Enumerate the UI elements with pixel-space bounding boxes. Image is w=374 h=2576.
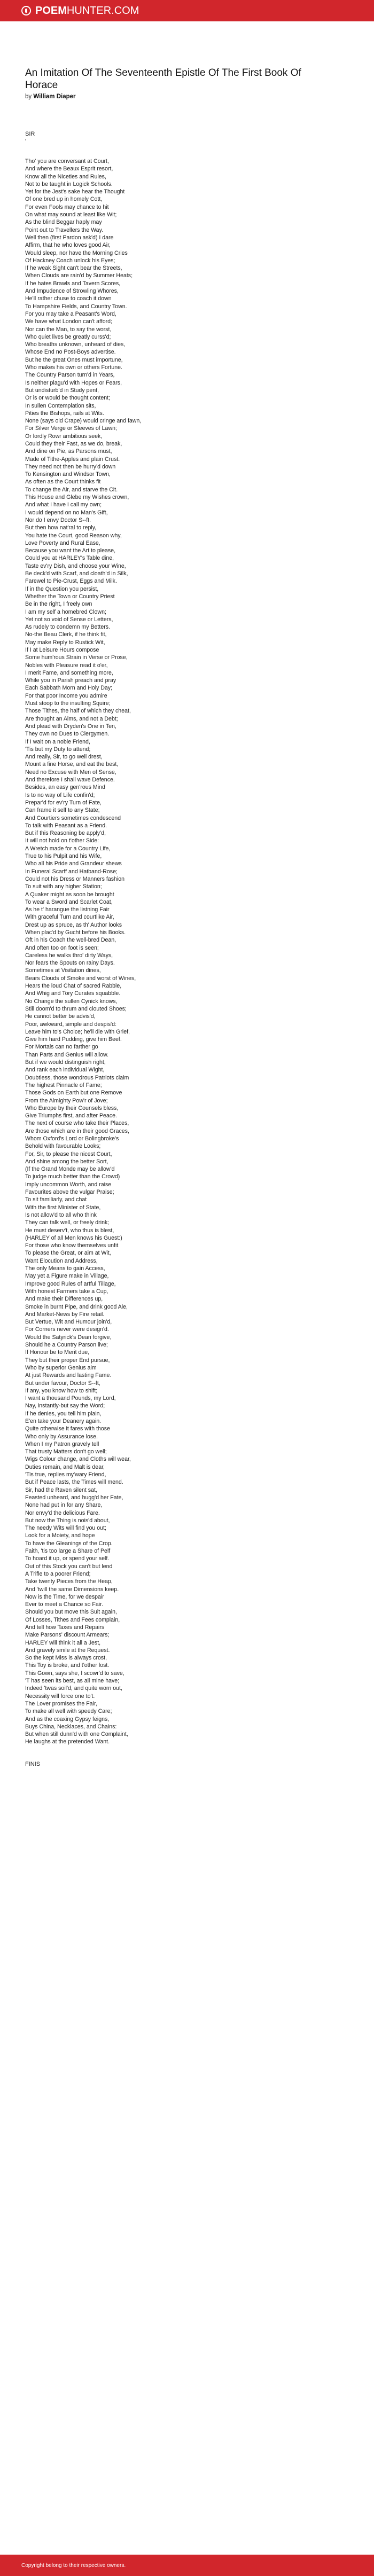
- poem-line: Can frame it self to any State;: [25, 807, 100, 814]
- copyright-text: Copyright belong to their respective owners.: [21, 2562, 126, 2569]
- poem-line: We have what London can't afford;: [25, 318, 113, 325]
- poem-line: Leave him to's Choice; he'll die with Grief,: [25, 1028, 130, 1035]
- poem-line: For Mortals can no farther go: [25, 1044, 98, 1051]
- poem-line: Because you want the Art to please,: [25, 547, 116, 554]
- poem-line: The Lover promises the Fair,: [25, 1700, 97, 1707]
- poem-line: Or lordly Rowr ambitious seek,: [25, 433, 103, 440]
- poem-line: Whether the Town or Country Priest: [25, 593, 115, 600]
- poem-line: In Funeral Scarff and Hatband-Rose;: [25, 868, 118, 875]
- brand-prefix: POEM: [35, 4, 67, 17]
- poem-line: None (says old Crape) would cringe and fawn,: [25, 418, 142, 425]
- poem-line: Smoke in burnt Pipe, and drink good Ale,: [25, 1303, 128, 1310]
- poem-line: HARLEY will think it all a Jest,: [25, 1639, 101, 1646]
- poem-line: Behold with favourable Looks;: [25, 1143, 101, 1150]
- poem-line: I merit Fame, and something more,: [25, 669, 113, 676]
- poem-line: But if we would distinguish right,: [25, 1059, 106, 1066]
- poemhunter-logo-icon: [21, 6, 31, 15]
- poem-line: When plac'd by Gucht before his Books.: [25, 929, 126, 936]
- poem-line: And make their Differences up,: [25, 1296, 103, 1303]
- poem-line: Some hum'rous Strain in Verse or Prose,: [25, 654, 128, 661]
- poem-line: And shine among the better Sort,: [25, 1158, 108, 1165]
- poem-line: If I at Leisure Hours compose: [25, 647, 99, 653]
- poem-line: Prepar'd for ev'ry Turn of Fate,: [25, 799, 102, 806]
- poem-line: They but their proper End pursue,: [25, 1357, 110, 1364]
- poem-line: Those Gods on Earth but one Remove: [25, 1090, 122, 1097]
- poem-line: Make Parsons' discount Armears;: [25, 1632, 110, 1639]
- poem-line: Feasted unheard, and hugg'd her Fate,: [25, 1494, 123, 1501]
- poem-line: May yet a Figure make in Village,: [25, 1273, 109, 1280]
- poem-line: As the blind Beggar haply may: [25, 219, 102, 226]
- poem-line: When I my Patron gravely tell: [25, 1440, 99, 1447]
- poem-line: And Courtiers sometimes condescend: [25, 815, 121, 821]
- poem-line: Should you but move this Suit again,: [25, 1609, 117, 1616]
- poem-line: Sometimes at Visitation dines,: [25, 967, 101, 974]
- poem-line: Need no Excuse with Men of Sense,: [25, 769, 116, 776]
- poem-line: And as the coaxing Gypsy feigns,: [25, 1716, 110, 1722]
- poem-line: To have the Gleanings of the Crop.: [25, 1540, 113, 1547]
- poem-line: Give Triumphs first, and after Peace.: [25, 1113, 117, 1119]
- poem-line: Would sleep, nor have the Morning Cries: [25, 249, 128, 256]
- poem-line: To please the Great, or aim at Wit,: [25, 1250, 111, 1257]
- poem-line: This Gown, says she, I scowr'd to save,: [25, 1670, 124, 1677]
- poem-line: But Vertue, Wit and Humour join'd,: [25, 1319, 112, 1326]
- poem-line: To Kensington and Windsor Town,: [25, 471, 111, 478]
- poem-line: And what I have I call my own;: [25, 502, 102, 508]
- poem-line: Who breaths unknown, unheard of dies,: [25, 341, 126, 348]
- poem-line: Hears the loud Chat of sacred Rabble,: [25, 983, 122, 990]
- poem-line: Each Sabbath Morn and Holy Day;: [25, 685, 113, 692]
- poem-line: And plead with Dryden's One in Ten,: [25, 723, 116, 730]
- poem-line: They need not then be hurry'd down: [25, 463, 116, 470]
- poem-line: Whom Oxford's Lord or Bolingbroke's: [25, 1136, 119, 1142]
- by-label: by: [25, 93, 32, 100]
- poem-line: To talk with Peasant as a Friend.: [25, 822, 107, 829]
- poem-line: Nor do I envy Doctor S--ft.: [25, 516, 91, 523]
- poem-line: Be in the right, I freely own: [25, 601, 92, 608]
- poem-line: Careless he walks thro' dirty Ways,: [25, 952, 113, 959]
- poem-line: But if Peace lasts, the Times will mend.: [25, 1479, 123, 1486]
- poem-line: To judge much better than the Crowd): [25, 1173, 120, 1180]
- poem-line: 'Tis but my Duty to attend;: [25, 746, 91, 753]
- poem-line: Are those which are in their good Graces,: [25, 1128, 129, 1134]
- poem-line: Could you at HARLEY's Table dine,: [25, 555, 114, 562]
- poem-line: Made of Tithe-Apples and plain Crust.: [25, 456, 120, 463]
- poem-line: Buys China, Necklaces, and Chains:: [25, 1723, 117, 1730]
- poem-line: Wigs Colour change, and Cloths will wear,: [25, 1456, 131, 1463]
- poem-line: Poor, awkward, simple and despis'd:: [25, 1021, 117, 1028]
- poem-title: An Imitation Of The Seventeenth Epistle Of The First Book Of Horace: [25, 67, 301, 91]
- poem-body: [25, 158, 346, 1746]
- poem-line: Nobles with Pleasure read it o'er,: [25, 662, 108, 669]
- poem-line: Those Tithes, the half of which they cheat,: [25, 708, 131, 715]
- poem-line: This Toy is broke, and t'other lost.: [25, 1662, 110, 1669]
- poem-line: But undisturb'd in Study pent,: [25, 387, 99, 394]
- poem-line: Yet not so void of Sense or Letters,: [25, 616, 113, 623]
- poem-line: As often as the Court thinks fit: [25, 479, 101, 486]
- poem-line: Necessity will force one to't.: [25, 1693, 95, 1700]
- poem-line: Be deck'd with Scarf, and cloath'd in Silk,: [25, 570, 128, 577]
- poem-line: This House and Glebe my Wishes crown,: [25, 494, 129, 501]
- poem-line: For, Sir, to please the nicest Court,: [25, 1150, 112, 1157]
- poem-line: Would the Satyrick's Dean forgive,: [25, 1334, 112, 1341]
- poem-line: Of one bred up in homely Cott,: [25, 196, 103, 203]
- poem-line: Bears Clouds of Smoke and worst of Wines,: [25, 975, 136, 982]
- poem-line: And really, Sir, to go well drest,: [25, 754, 103, 761]
- poem-line: If in the Question you persist,: [25, 585, 99, 592]
- poem-line: He cannot better be advis'd,: [25, 1013, 96, 1020]
- poem-line: On what may sound at least like Wit;: [25, 212, 117, 218]
- poem-line: Nor envy'd the delicious Fare.: [25, 1509, 100, 1516]
- poem-line: The Country Parson turn'd in Years,: [25, 372, 115, 379]
- poem-line: As he t' harangue the listning Fair: [25, 906, 110, 913]
- poem-line: Could not his Dress or Manners fashion: [25, 875, 125, 882]
- poem-line: For Silver Verge or Sleeves of Lawn;: [25, 425, 117, 432]
- author-link[interactable]: William Diaper: [33, 93, 76, 100]
- poem-line: Who makes his own or others Fortune.: [25, 364, 122, 371]
- poem-line: The highest Pinnacle of Fame;: [25, 1082, 102, 1089]
- poem-line: Drest up as spruce, as th' Author looks: [25, 921, 122, 928]
- poem-line: Point out to Travellers the Way.: [25, 226, 104, 233]
- poem-line: For you may take a Peasant's Word,: [25, 310, 116, 317]
- poem-line: While you in Parish preach and pray: [25, 677, 116, 684]
- poem-line: As rudely to condemn my Betters.: [25, 624, 110, 631]
- poem-line: May make Reply to Rustick Wit,: [25, 639, 105, 646]
- salutation: SIR: [25, 131, 35, 137]
- poem-line: Are thought an Alms, and not a Debt;: [25, 715, 118, 722]
- poem-line: To sit familiarly, and chat: [25, 1196, 87, 1203]
- poem-line: Who Europe by their Counsels bless,: [25, 1105, 119, 1111]
- poem-line: For that poor Income you admire: [25, 692, 107, 699]
- poem-line: Besides, an easy gen'rous Mind: [25, 784, 105, 791]
- poem-line: And rank each individual Wight,: [25, 1067, 105, 1074]
- poem-line: Take twenty Pieces from the Heap,: [25, 1578, 113, 1585]
- poem-line: So the kept Miss is always crost,: [25, 1655, 107, 1662]
- poem-line: I would depend on no Man's Gift,: [25, 509, 108, 516]
- poem-line: For Corners never were design'd.: [25, 1326, 109, 1333]
- poem-line: Taste ev'ry Dish, and choose your Wine,: [25, 562, 126, 569]
- poem-line: He must deserv't, who thus is blest,: [25, 1227, 114, 1234]
- poem-line: It will not hold on t'other Side:: [25, 837, 99, 844]
- poem-line: If any, you know how to shift;: [25, 1387, 98, 1394]
- poem-line: But if this Reasoning be apply'd,: [25, 830, 106, 837]
- poem-line: Pities the Bishops, rails at Wits.: [25, 410, 104, 417]
- poem-line: Still doom'd to thrum and clouted Shoes;: [25, 1005, 127, 1012]
- poem-line: To make all well with speedy Care;: [25, 1708, 112, 1715]
- poem-line: Out of this Stock you can't but lend: [25, 1563, 113, 1570]
- poem-line: Of Losses, Tithes and Fees complain,: [25, 1616, 120, 1623]
- poem-line: For those who know themselves unfit: [25, 1242, 119, 1249]
- poem-line: Duties remain, and Malt is dear,: [25, 1463, 105, 1470]
- poem-line: Should he a Country Parson live;: [25, 1342, 108, 1349]
- byline: [25, 93, 346, 100]
- poem-line: If he denies, you tell him plain,: [25, 1410, 102, 1417]
- poem-line: Oft in his Coach the well-bred Dean,: [25, 937, 116, 944]
- poem-line: Indeed 'twas soil'd, and quite worn out,: [25, 1685, 122, 1692]
- poem-line: He'll rather chuse to coach it down: [25, 295, 112, 302]
- poem-line: 'T has seen its best, as all mine have;: [25, 1678, 120, 1685]
- poem-line: And Impudence of Strowling Whores,: [25, 288, 119, 295]
- poem-line: To Hampshire Fields, and Country Town.: [25, 303, 127, 310]
- poem-line: If he hates Brawls and Tavern Scores,: [25, 280, 121, 287]
- poem-line: Who only by Assurance lose.: [25, 1433, 98, 1440]
- poem-line: 'Tis true, replies my'wary Friend,: [25, 1471, 106, 1478]
- poem-line: None had put in for any Share,: [25, 1502, 103, 1509]
- poem-line: Who by superior Genius aim: [25, 1364, 97, 1371]
- poem-line: Imply uncommon Worth, and raise: [25, 1181, 112, 1188]
- poem-line: Than Parts and Genius will allow.: [25, 1051, 109, 1058]
- poem-line: I want a thousand Pounds, my Lord,: [25, 1395, 116, 1402]
- poem-line: From the Almighty Pow'r of Jove;: [25, 1097, 108, 1104]
- salutation-mark: ': [25, 138, 27, 145]
- footer-bar: [0, 2555, 374, 2576]
- poem-line: Know all the Niceties and Rules,: [25, 173, 106, 180]
- poem-line: Is not allow'd to all who think: [25, 1211, 97, 1218]
- poem-line: But under favour, Doctor S--ft,: [25, 1380, 100, 1387]
- poem-line: Who quiet lives be greatly curss'd;: [25, 333, 111, 340]
- poem-line: That trusty Matters don't go well;: [25, 1448, 107, 1455]
- poem-line: Improve good Rules of artful Tillage,: [25, 1280, 116, 1287]
- poem-line: No Change the sullen Cynick knows,: [25, 998, 118, 1005]
- poem-line: But then how nat'ral to reply,: [25, 524, 97, 531]
- poem-line: But now the Thing is nois'd about,: [25, 1517, 110, 1524]
- poem-line: Affirm, that he who loves good Air,: [25, 242, 111, 249]
- poem-line: And 'twill the same Dimensions keep.: [25, 1586, 119, 1593]
- poem-line: With honest Farmers take a Cup,: [25, 1288, 108, 1295]
- poem-line: Favourites above the vulgar Praise;: [25, 1189, 114, 1196]
- poem-line: The needy Wits will find you out;: [25, 1525, 106, 1532]
- poem-line: With the first Minister of State,: [25, 1204, 101, 1211]
- poem-line: And often too on foot is seen;: [25, 944, 99, 951]
- poem-line: Sir, had the Raven silent sat,: [25, 1486, 97, 1493]
- poem-line: Love Poverty and Rural Ease,: [25, 539, 100, 546]
- poem-line: Who all his Pride and Grandeur shews: [25, 860, 122, 867]
- poem-line: Doubtless, those wondrous Patriots claim: [25, 1074, 129, 1081]
- poem-line: And Market-News by Fire retail.: [25, 1311, 105, 1318]
- poem-line: They can talk well, or freely drink;: [25, 1219, 110, 1226]
- poem-line: Give him hard Pudding, give him Beef.: [25, 1036, 122, 1043]
- poem-line: At just Rewards and lasting Fame.: [25, 1372, 112, 1379]
- site-logo[interactable]: [21, 5, 139, 17]
- poem-line: If I wait on a noble Friend,: [25, 738, 90, 745]
- poem-line: E'en take your Deanery again.: [25, 1418, 102, 1424]
- poem-line: In sullen Contemplation sits,: [25, 402, 96, 409]
- top-bar: [0, 0, 374, 21]
- poem-line: And therefore I shall wave Defence.: [25, 777, 115, 784]
- poem-line: Well then (first Pardon ask'd) I dare: [25, 234, 114, 241]
- poem-line: For even Fools may chance to hit: [25, 203, 109, 210]
- poem-line: Not to be taught in Logick Schools.: [25, 181, 113, 187]
- poem-line: (If the Grand Monde may be allow'd: [25, 1166, 115, 1173]
- poem-line: To hoard it up, or spend your self.: [25, 1555, 110, 1562]
- poem-line: True to his Pulpit and his Wife,: [25, 853, 102, 860]
- poem-line: And where the Beaux Esprit resort,: [25, 166, 113, 173]
- poem-line: But he the great Ones must importune,: [25, 356, 123, 363]
- brand-suffix: HUNTER.COM: [66, 4, 139, 17]
- poem-line: And gravely smile at the Request.: [25, 1647, 110, 1654]
- poem-line: The only Means to gain Access,: [25, 1265, 105, 1272]
- poem-line: I am my self a homebred Clown;: [25, 608, 106, 615]
- poem-line: And tell how Taxes and Repairs: [25, 1624, 105, 1631]
- poem-line: Must stoop to the insulting Squire;: [25, 700, 111, 707]
- poem-line: Is neither plagu'd with Hopes or Fears,: [25, 379, 122, 386]
- poem-line: Or is or would be thought content;: [25, 395, 110, 402]
- poem-line: To wear a Sword and Scarlet Coat,: [25, 898, 113, 905]
- poem-line: (HARLEY of all Men knows his Guest:): [25, 1234, 122, 1241]
- poem-line: The next of course who take their Places,: [25, 1120, 129, 1127]
- poem-line: And dine on Pie, as Parsons must,: [25, 448, 112, 455]
- poem-line: Mount a fine Horse, and eat the best,: [25, 761, 119, 768]
- poem-line: Now is the Time, for we despair: [25, 1593, 104, 1600]
- poem-line: When Clouds are rain'd by Summer Heats;: [25, 272, 133, 279]
- poem-line: Ever to meet a Chance so Fair.: [25, 1601, 104, 1608]
- poem-line: Nor can the Man, to say the worst,: [25, 326, 112, 333]
- poem-line: Want Elocution and Address,: [25, 1257, 98, 1264]
- poem-line: Whose End no Post-Boys advertise.: [25, 349, 116, 356]
- poem-line: He laughs at the pretended Want.: [25, 1739, 110, 1745]
- poem-line: To suit with any higher Station;: [25, 883, 102, 890]
- poem-line: A Quaker might as soon be brought: [25, 891, 114, 898]
- poem-line: If Honour be to Merit due,: [25, 1349, 90, 1356]
- poem-line: No-the Beau Clerk, if he think fit,: [25, 631, 107, 638]
- poem-line: Faith, 'tis too large a Share of Pelf: [25, 1548, 111, 1555]
- poem-line: A Wretch made for a Country Life,: [25, 845, 111, 852]
- poem-line: Yet for the Jest's sake hear the Thought: [25, 189, 125, 195]
- poem-line: Tho' you are conversant at Court,: [25, 158, 109, 165]
- poem-line: With graceful Turn and courtlike Air,: [25, 914, 114, 921]
- poem-content: [25, 67, 346, 1767]
- poem-line: They own no Dues to Clergymen.: [25, 731, 110, 738]
- poem-line: And Whig and Tory Curates squabble.: [25, 990, 121, 997]
- poem-line: Of Hackney Coach unlock his Eyes;: [25, 257, 115, 264]
- poem-line: Nor fears the Spouts on rainy Days.: [25, 960, 115, 967]
- poem-line: To change the Air, and starve the Cit.: [25, 486, 118, 493]
- poem-line: Farewel to Pie-Crust, Eggs and Milk.: [25, 578, 117, 585]
- poem-finis: FINIS: [25, 1760, 41, 1767]
- poem-line: A Trifle to a poorer Friend;: [25, 1570, 91, 1577]
- poem-line: Quite otherwise it fares with those: [25, 1426, 110, 1432]
- poem-line: Is to no way of Life confin'd;: [25, 792, 95, 798]
- poem-line: If he weak Sight can't bear the Streets,: [25, 265, 122, 272]
- poem-line: But when still dunn'd with one Complaint,: [25, 1731, 128, 1738]
- poem-line: Nay, instantly-but say the Word;: [25, 1403, 105, 1410]
- poem-line: You hate the Court, good Reason why,: [25, 532, 122, 539]
- poem-line: Could they their Fast, as we do, break,: [25, 440, 122, 447]
- poem-line: Look for a Moiety, and hope: [25, 1532, 95, 1539]
